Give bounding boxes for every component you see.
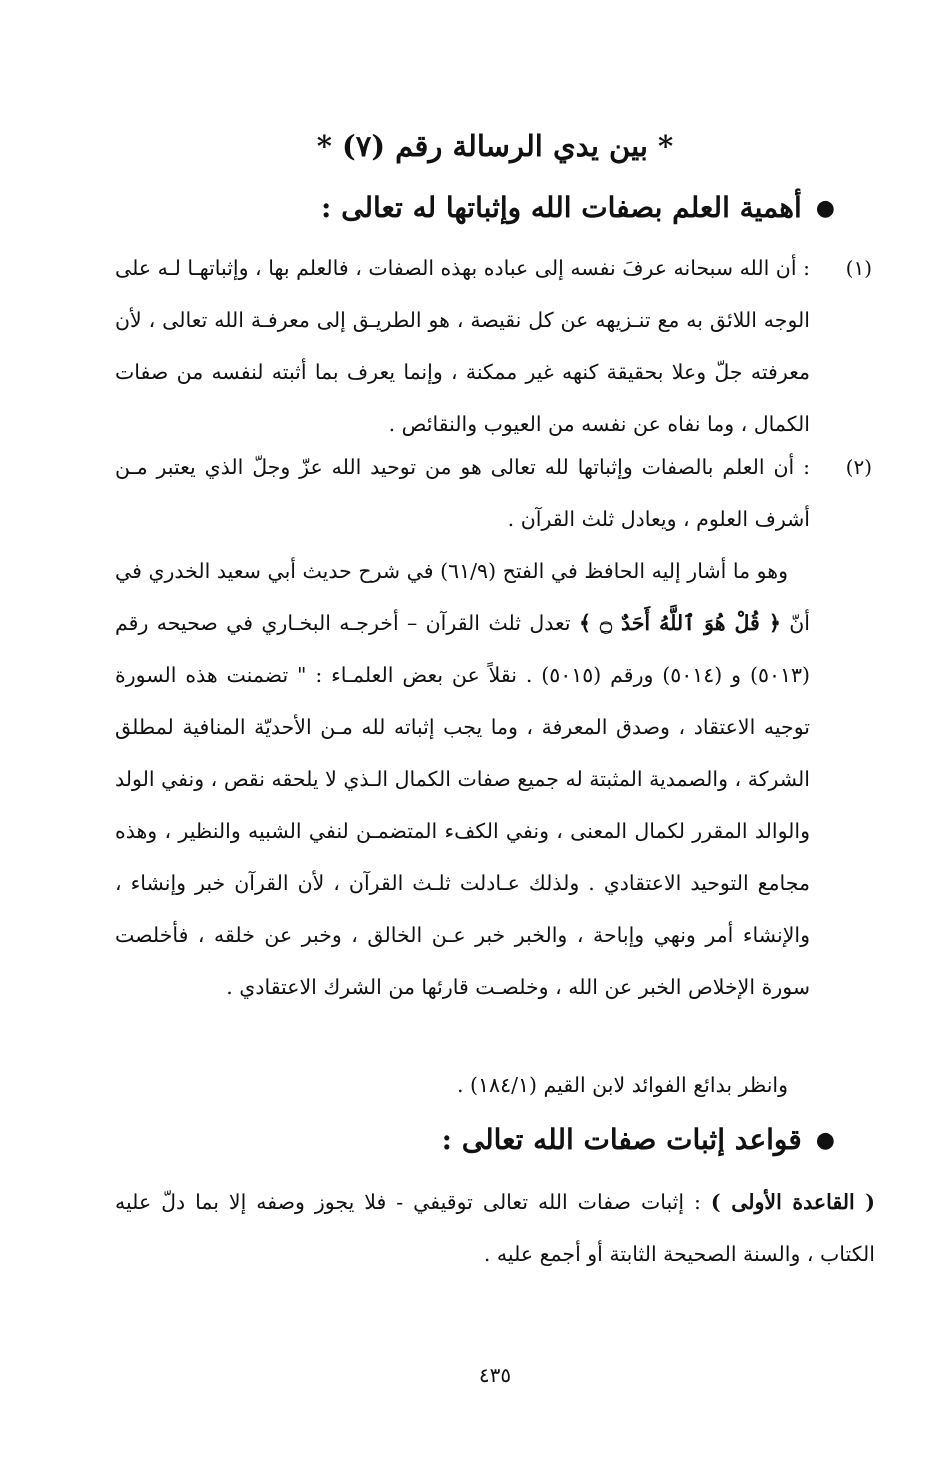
explanation-paragraph: [115, 545, 810, 1013]
rule-paragraph: [115, 1176, 875, 1280]
section-heading-importance: [321, 188, 835, 228]
rule-label: ( القاعدة الأولى ): [710, 1190, 875, 1214]
bullet-icon: ●: [815, 1127, 835, 1153]
rule-text: : إثبات صفات الله تعالى توقيفي - فلا يجوز وصفه إلا بما دلّ عليه الكتاب ، والسنة الصحيحة الثابتة أو أجمع عليه .: [115, 1190, 875, 1266]
item-number: (١): [845, 256, 872, 280]
paragraph-text-after-ayah: تعدل ثلث القرآن – أخرجـه البخـاري في صحيحه رقم (٥٠١٣) و (٥٠١٤) ورقم (٥٠١٥) . نقلاً عن بعض العلمـاء : " تضمنت هذه السورة توجيه الاعتقاد ، وصدق المعرفة ، وما يجب إثباته لله مـن الأحديّة المنافية لمطلق الشركة ، والصمدية المثبتة له جميع صفات الكمال الـذي لا يلحقه نقص ، ونفي الولد والوالد المقرر لكمال المعنى ، ونفي الكفء المتضمـن لنفي الشبيه والنظير ، وهذه مجامع التوحيد الاعتقادي . ولذلك عـادلت ثلـث القرآن ، لأن القرآن خبر وإنشاء ، والإنشاء أمر ونهي وإباحة ، والخبر خبر عـن الخالق ، وخبر عن خلقه ، فأخلصت سورة الإخلاص الخبر عن الله ، وخلصـت قارئها من الشرك الاعتقادي .: [115, 611, 810, 999]
item-text: : أن العلم بالصفات وإثباتها لله تعالى هو من توحيد الله عزّ وجلّ الذي يعتبر مـن أشرف العلوم ، ويعادل ثلث القرآن .: [115, 455, 810, 531]
reference-note: وانظر بدائع الفوائد لابن القيم (١٨٤/١) .: [457, 1073, 788, 1097]
page-title: * بين يدي الرسالة رقم (٧) *: [316, 129, 674, 163]
paragraph-text-before-ayah: وهو ما أشار إليه الحافظ في الفتح (٦١/٩) في شرح حديث أبي سعيد الخدري في أنّ: [115, 559, 810, 635]
quran-ayah: ﴿ قُلْ هُوَ ٱللَّهُ أَحَدٌ ۝ ﴾: [578, 611, 781, 635]
section-heading-text: أهمية العلم بصفات الله وإثباتها له تعالى :: [321, 191, 802, 224]
section-heading-rules: [442, 1120, 835, 1160]
page-number: ٤٣٥: [478, 1363, 512, 1387]
bullet-icon: ●: [815, 195, 835, 221]
list-item: [115, 441, 872, 545]
item-text: : أن الله سبحانه عرفَ نفسه إلى عباده بهذه الصفات ، فالعلم بها ، وإثباتهـا لـه على الوجه اللائق به مع تنـزيهه عن كل نقيصة ، هو الطريـق إلى معرفـة الله تعالى ، لأن معرفته جلّ وعلا بحقيقة كنهه غير ممكنة ، وإنما يعرف بما أثبته لنفسه من صفات الكمال ، وما نفاه عن نفسه من العيوب والنقائص .: [115, 256, 810, 436]
item-number: (٢): [845, 455, 872, 479]
list-item: [115, 242, 872, 450]
section-heading-text: قواعد إثبات صفات الله تعالى :: [441, 1123, 802, 1156]
